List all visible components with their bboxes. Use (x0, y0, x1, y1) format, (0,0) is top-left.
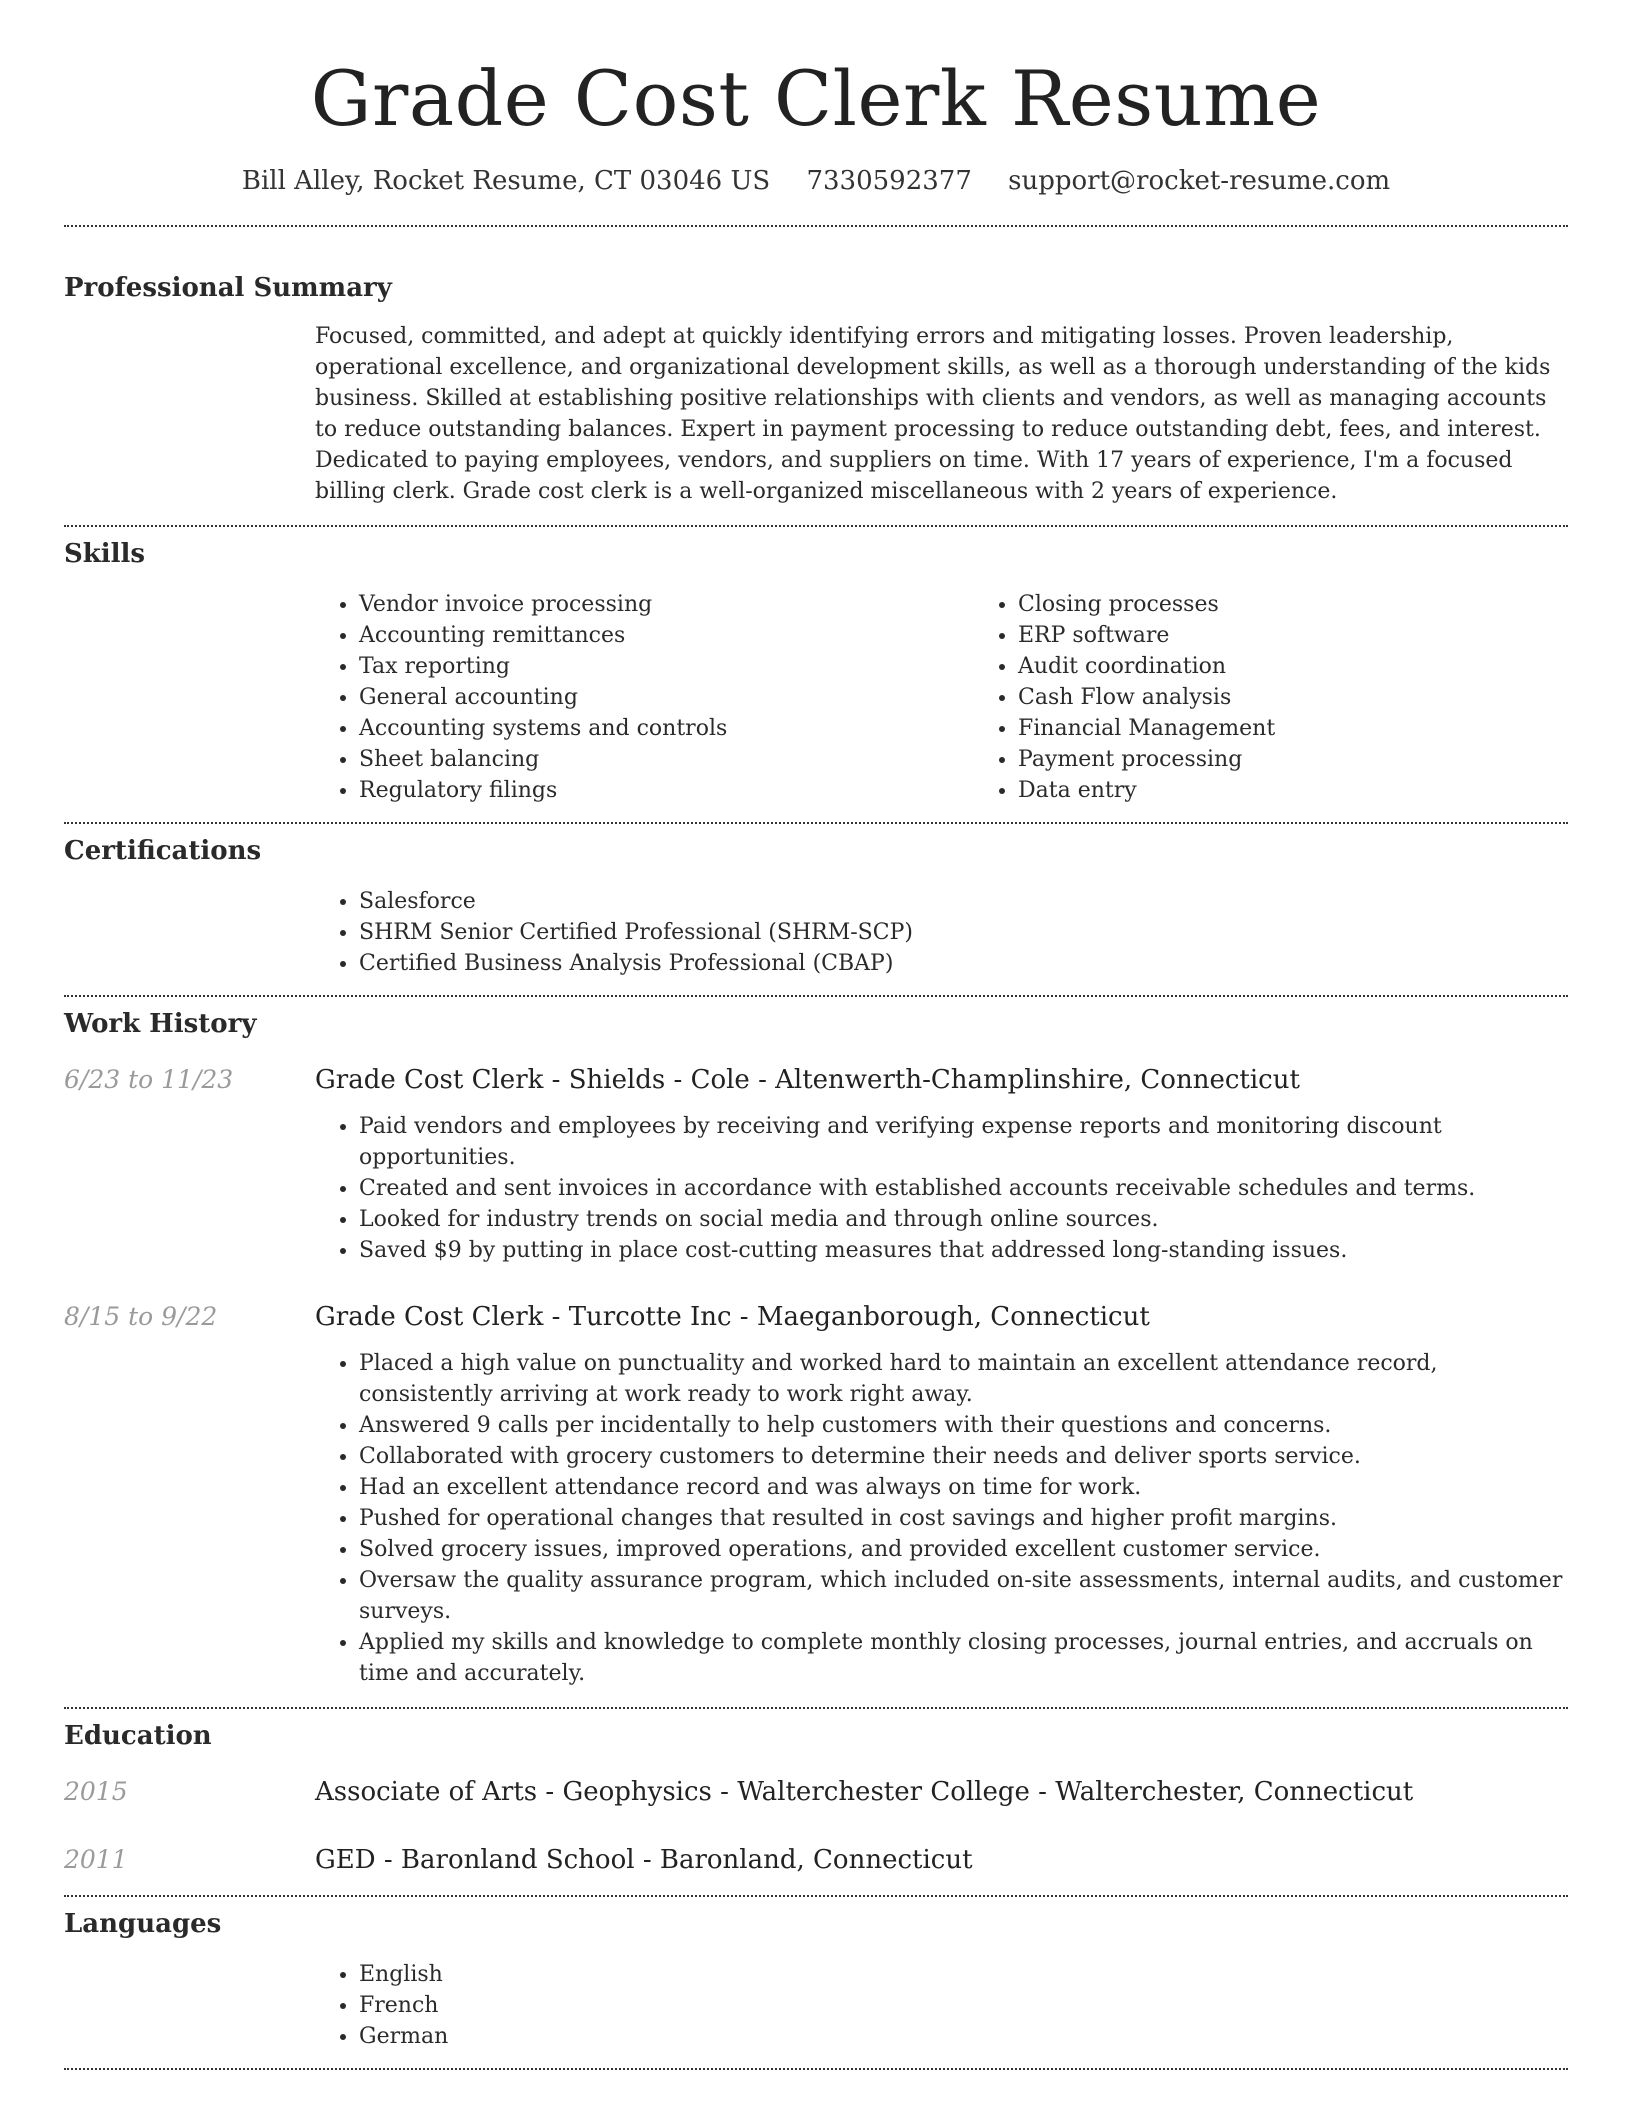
contact-email: support@rocket-resume.com (1008, 166, 1391, 196)
work-section (64, 1007, 1568, 1689)
skill-item: • Payment processing (1018, 744, 1632, 775)
education-year: 2015 (64, 1777, 128, 1806)
language-item: • German (359, 2021, 1568, 2052)
certification-item: • Certified Business Analysis Professional (CBAP) (359, 948, 1568, 979)
education-heading: Education (64, 1721, 212, 1751)
job-bullet: • Created and sent invoices in accordance with established accounts receivable schedules and terms. (359, 1173, 1568, 1204)
skills-section (64, 537, 1568, 806)
job-dates: 6/23 to 11/23 (64, 1065, 234, 1094)
job-bullet: • Saved $9 by putting in place cost-cutting measures that addressed long-standing issues. (359, 1235, 1568, 1266)
work-heading: Work History (64, 1009, 257, 1039)
skill-item: • Cash Flow analysis (1018, 682, 1632, 713)
education-entry (64, 1843, 1568, 1877)
certifications-content (315, 886, 1568, 979)
resume-page (64, 0, 1568, 2070)
contact-address: Bill Alley, Rocket Resume, CT 03046 US (241, 166, 771, 196)
education-section (64, 1719, 1568, 1877)
certifications-heading: Certifications (64, 836, 262, 866)
resume-title: Grade Cost Clerk Resume (310, 54, 1322, 143)
languages-section (64, 1907, 1568, 2052)
skill-item: • Vendor invoice processing (359, 589, 974, 620)
divider (64, 2068, 1568, 2070)
skills-list-left (315, 589, 974, 806)
summary-heading: Professional Summary (64, 273, 392, 303)
job-bullet: • Placed a high value on punctuality and worked hard to maintain an excellent attendance record, consistently arriving at work ready to work right away. (359, 1348, 1568, 1410)
divider (64, 995, 1568, 997)
languages-content (315, 1959, 1568, 2052)
job-title: Grade Cost Clerk - Shields - Cole - Altenwerth-Champlinshire, Connecticut (315, 1065, 1300, 1095)
certification-item: • SHRM Senior Certified Professional (SHRM-SCP) (359, 917, 1568, 948)
certifications-list (315, 886, 1568, 979)
certifications-section (64, 834, 1568, 979)
contact-line (64, 164, 1568, 198)
skill-item: • Accounting systems and controls (359, 713, 974, 744)
education-year: 2011 (64, 1845, 128, 1874)
languages-list (315, 1959, 1568, 2052)
divider (64, 822, 1568, 824)
job-entry (64, 1063, 1568, 1266)
skill-item: • Audit coordination (1018, 651, 1632, 682)
skill-item: • Data entry (1018, 775, 1632, 806)
job-details (315, 1111, 1568, 1266)
skill-item: • Accounting remittances (359, 620, 974, 651)
certification-item: • Salesforce (359, 886, 1568, 917)
job-title: Grade Cost Clerk - Turcotte Inc - Maeganborough, Connecticut (315, 1302, 1150, 1332)
job-bullet: • Had an excellent attendance record and was always on time for work. (359, 1472, 1568, 1503)
language-item: • French (359, 1990, 1568, 2021)
skills-heading: Skills (64, 539, 146, 569)
job-dates: 8/15 to 9/22 (64, 1302, 218, 1331)
skill-item: • Regulatory filings (359, 775, 974, 806)
skills-columns (315, 589, 1568, 806)
skills-list-right (974, 589, 1632, 806)
skill-item: • Financial Management (1018, 713, 1632, 744)
job-bullets (315, 1348, 1568, 1689)
job-bullet: • Solved grocery issues, improved operations, and provided excellent customer service. (359, 1534, 1568, 1565)
divider (64, 225, 1568, 227)
summary-text: Focused, committed, and adept at quickly identifying errors and mitigating losses. Proven leadership, operational excellence, and organizational development skills, as well as a thorough understanding of the kids business. Skilled at establishing positive relationships with clients and vendors, as well as managing accounts to reduce outstanding balances. Expert in payment processing to reduce outstanding debt, fees, and interest. Dedicated to paying employees, vendors, and suppliers on time. With 17 years of experience, I'm a focused billing clerk. Grade cost clerk is a well-organized miscellaneous with 2 years of experience. (315, 324, 1551, 504)
education-text: GED - Baronland School - Baronland, Connecticut (315, 1845, 973, 1875)
languages-heading: Languages (64, 1909, 222, 1939)
job-details (315, 1348, 1568, 1689)
skill-item: • ERP software (1018, 620, 1632, 651)
skill-item: • Sheet balancing (359, 744, 974, 775)
job-bullet: • Answered 9 calls per incidentally to help customers with their questions and concerns. (359, 1410, 1568, 1441)
contact-phone: 7330592377 (806, 166, 972, 196)
job-entry (64, 1300, 1568, 1689)
divider (64, 1895, 1568, 1897)
job-bullet: • Looked for industry trends on social media and through online sources. (359, 1204, 1568, 1235)
summary-section (64, 271, 1568, 507)
skill-item: • Closing processes (1018, 589, 1632, 620)
job-bullet: • Pushed for operational changes that resulted in cost savings and higher profit margins. (359, 1503, 1568, 1534)
job-bullets (315, 1111, 1568, 1266)
divider (64, 1707, 1568, 1709)
job-bullet: • Applied my skills and knowledge to complete monthly closing processes, journal entries, and accruals on time and accurately. (359, 1627, 1568, 1689)
job-bullet: • Collaborated with grocery customers to determine their needs and deliver sports service. (359, 1441, 1568, 1472)
language-item: • English (359, 1959, 1568, 1990)
education-text: Associate of Arts - Geophysics - Walterchester College - Walterchester, Connecticut (315, 1777, 1414, 1807)
job-bullet: • Oversaw the quality assurance program, which included on-site assessments, internal audits, and customer surveys. (359, 1565, 1568, 1627)
job-bullet: • Paid vendors and employees by receiving and verifying expense reports and monitoring discount opportunities. (359, 1111, 1568, 1173)
divider (64, 525, 1568, 527)
skill-item: • General accounting (359, 682, 974, 713)
education-entry (64, 1775, 1568, 1809)
skill-item: • Tax reporting (359, 651, 974, 682)
